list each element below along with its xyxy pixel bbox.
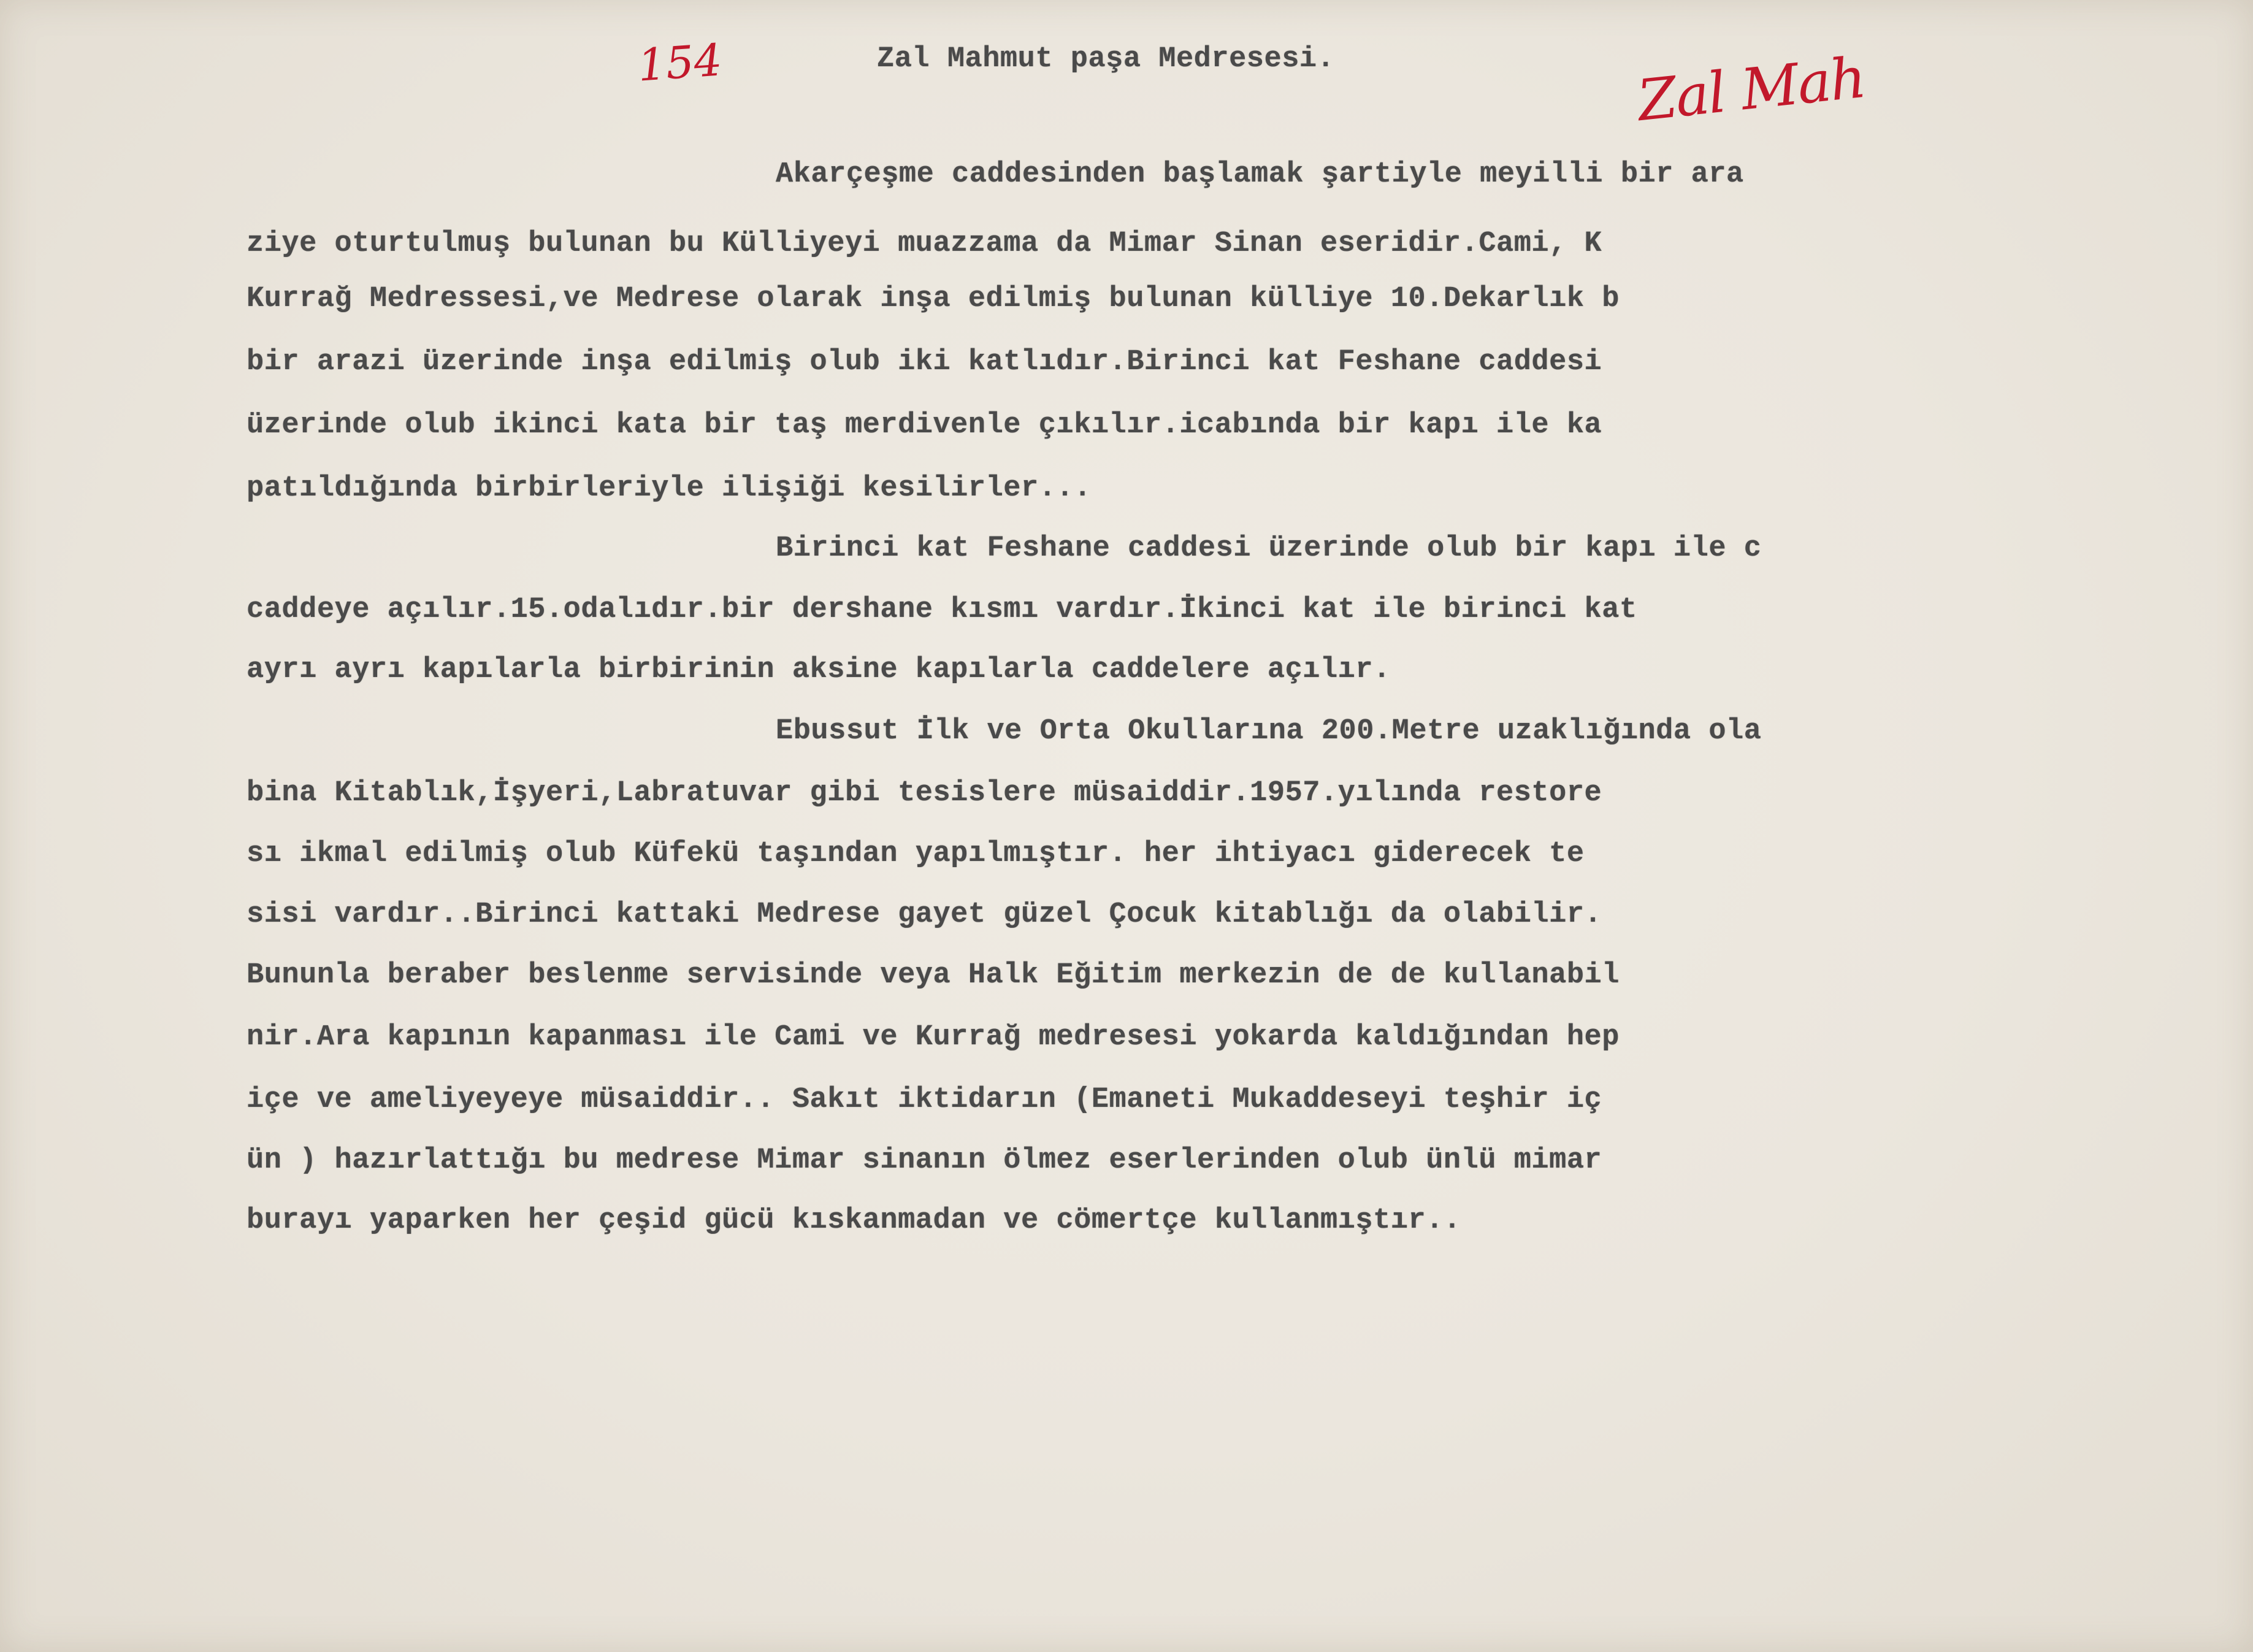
text-line: içe ve ameliyeyeye müsaiddir.. Sakıt iktidarın (Emaneti Mukaddeseyi teşhir iç: [247, 1084, 1602, 1116]
handwritten-page-number: 154: [636, 34, 724, 91]
text-line: Akarçeşme caddesinden başlamak şartiyle meyilli bir ara: [776, 158, 1744, 191]
handwritten-margin-note: Zal Mah: [1634, 44, 1869, 134]
text-line: patıldığında birbirleriyle ilişiği kesilirler...: [247, 472, 1092, 505]
text-line: sı ikmal edilmiş olub Küfekü taşından yapılmıştır. her ihtiyacı giderecek te: [247, 838, 1585, 870]
text-line: bina Kitablık,İşyeri,Labratuvar gibi tesislere müsaiddir.1957.yılında restore: [247, 777, 1602, 809]
text-line: üzerinde olub ikinci kata bir taş merdivenle çıkılır.icabında bir kapı ile ka: [247, 409, 1602, 442]
text-line: Ebussut İlk ve Orta Okullarına 200.Metre uzaklığında ola: [776, 715, 1762, 748]
text-line: caddeye açılır.15.odalıdır.bir dershane kısmı vardır.İkinci kat ile birinci kat: [247, 594, 1637, 626]
text-line: nir.Ara kapının kapanması ile Cami ve Kurrağ medresesi yokarda kaldığından hep: [247, 1021, 1620, 1054]
text-line: ayrı ayrı kapılarla birbirinin aksine kapılarla caddelere açılır.: [247, 654, 1391, 686]
text-line: Birinci kat Feshane caddesi üzerinde olub bir kapı ile c: [776, 532, 1762, 565]
text-line: bir arazi üzerinde inşa edilmiş olub iki katlıdır.Birinci kat Feshane caddesi: [247, 346, 1602, 378]
document-title: Zal Mahmut paşa Medresesi.: [877, 43, 1335, 75]
text-line: burayı yaparken her çeşid gücü kıskanmadan ve cömertçe kullanmıştır..: [247, 1204, 1461, 1237]
text-line: sisi vardır..Birinci kattaki Medrese gayet güzel Çocuk kitablığı da olabilir.: [247, 898, 1602, 931]
text-line: Bununla beraber beslenme servisinde veya Halk Eğitim merkezin de de kullanabil: [247, 959, 1620, 992]
text-line: Kurrağ Medressesi,ve Medrese olarak inşa edilmiş bulunan külliye 10.Dekarlık b: [247, 283, 1620, 315]
text-line: ziye oturtulmuş bulunan bu Külliyeyi muazzama da Mimar Sinan eseridir.Cami, K: [247, 228, 1602, 260]
text-line: ün ) hazırlattığı bu medrese Mimar sinanın ölmez eserlerinden olub ünlü mimar: [247, 1144, 1602, 1177]
